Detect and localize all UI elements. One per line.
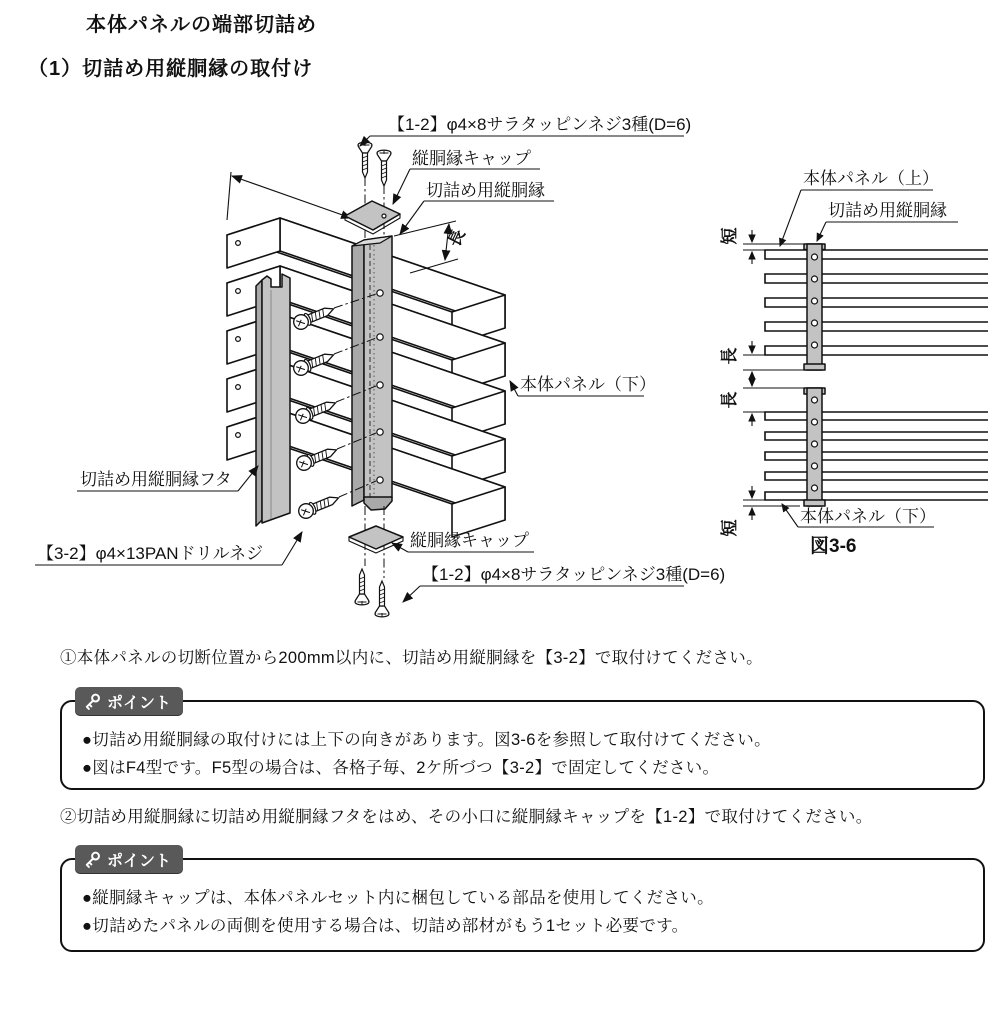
label-batten: 切詰め用縦胴縁 bbox=[426, 181, 545, 200]
point-tab-label: ポイント bbox=[107, 694, 172, 712]
screw-icon bbox=[377, 150, 391, 186]
label-cover: 切詰め用縦胴縁フタ bbox=[80, 470, 232, 489]
main-assembly-diagram bbox=[20, 100, 726, 630]
dim-long-upper: 長 bbox=[720, 347, 739, 365]
label-drill-screw: 【3-2】φ4×13PANドリルネジ bbox=[37, 544, 264, 563]
key-icon bbox=[83, 850, 102, 869]
point-box-1 bbox=[60, 694, 985, 790]
point-item: ●切詰め用縦胴縁の取付けには上下の向きがあります。図3-6を参照して取付けてください。 bbox=[82, 731, 771, 749]
point-tab bbox=[75, 687, 183, 715]
top-cap-assembly bbox=[345, 142, 400, 238]
orientation-diagram bbox=[700, 160, 990, 560]
point-tab bbox=[75, 845, 183, 873]
label-top-cap: 縦胴縁キャップ bbox=[412, 149, 531, 168]
point-tab-label: ポイント bbox=[107, 852, 172, 870]
point-items bbox=[62, 702, 983, 782]
point-item: ●縦胴縁キャップは、本体パネルセット内に梱包している部品を使用してください。 bbox=[82, 889, 714, 907]
dimension-200mm bbox=[227, 172, 351, 220]
point-items bbox=[62, 860, 983, 940]
figure-caption: 図3-6 bbox=[810, 536, 857, 557]
screw-icon bbox=[296, 491, 341, 520]
label-top-screw: 【1-2】φ4×8サラタッピンネジ3種(D=6) bbox=[388, 115, 692, 134]
page-title: 本体パネルの端部切詰め bbox=[86, 14, 317, 36]
instruction-step-1: ①本体パネルの切断位置から200mm以内に、切詰め用縦胴縁を【3-2】で取付けてください。 bbox=[60, 649, 763, 667]
screw-icon bbox=[355, 569, 369, 605]
dim-long-lower: 長 bbox=[720, 391, 739, 409]
dim-short-top: 短 bbox=[720, 227, 739, 245]
point-item: ●切詰めたパネルの両側を使用する場合は、切詰め部材がもう1セット必要です。 bbox=[82, 917, 689, 935]
instruction-step-2: ②切詰め用縦胴縁に切詰め用縦胴縁フタをはめ、その小口に縦胴縁キャップを【1-2】で取付けてください。 bbox=[60, 808, 873, 826]
batten bbox=[352, 236, 392, 510]
label-panel-lower-side: 本体パネル（下） bbox=[800, 507, 936, 526]
label-bottom-screw: 【1-2】φ4×8サラタッピンネジ3種(D=6) bbox=[422, 565, 726, 584]
dim-short-bottom: 短 bbox=[720, 519, 739, 537]
point-box-2 bbox=[60, 852, 985, 952]
cover-strip bbox=[256, 274, 290, 526]
label-panel-upper: 本体パネル（上） bbox=[803, 169, 939, 188]
label-panel-lower: 本体パネル（下） bbox=[520, 375, 656, 394]
screw-icon bbox=[375, 581, 389, 617]
bottom-cap-assembly bbox=[349, 506, 403, 617]
dim-long-label: 長 bbox=[444, 226, 469, 250]
upper-panel-block bbox=[719, 228, 988, 385]
label-bottom-cap: 縦胴縁キャップ bbox=[410, 531, 529, 550]
section-title: （1）切詰め用縦胴縁の取付け bbox=[28, 58, 314, 80]
key-icon bbox=[83, 692, 102, 711]
screw-icon bbox=[358, 142, 372, 178]
label-side-batten: 切詰め用縦胴縁 bbox=[828, 201, 947, 220]
point-item: ●図はF4型です。F5型の場合は、各格子毎、2ケ所づつ【3-2】で固定してください。 bbox=[82, 759, 720, 777]
